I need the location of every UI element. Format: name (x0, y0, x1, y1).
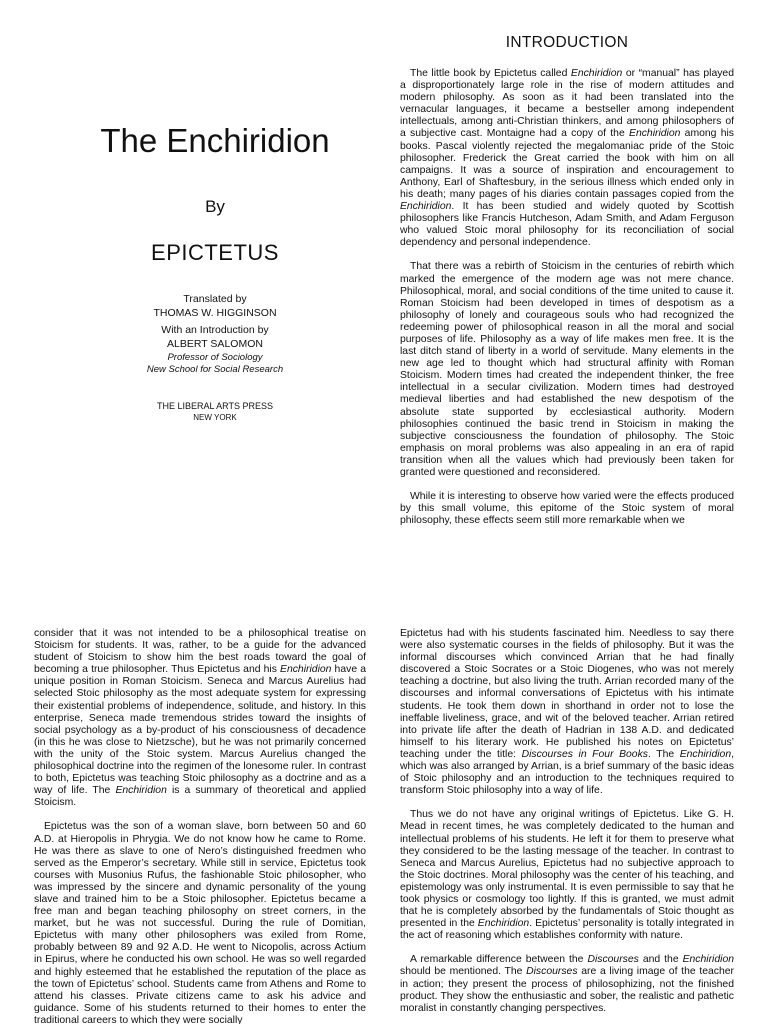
paragraph-4: Epictetus was the son of a woman slave, born between 50 and 60 A.D. at Hieropolis in Phrygia. We do not know how he came to Rome. He was there as slave to one of Nero’s distinguished freedmen who served as the Emperor’s secretary. While still in service, Epictetus took courses with Musonius Rufus, the fashionable Stoic philosopher, who was impressed by the sincere and dynamic personality of the young slave and trained him to be a Stoic philosopher. Epictetus became a free man and began teaching philosophy on street corners, in the market, but he was not successful. During the rule of Domitian, Epictetus with many other philosophers was exiled from Rome, probably between 89 and 92 A.D. He went to Nicopolis, across Actium in Epirus, where he conducted his own school. He was so well regarded and highly esteemed that he established the reputation of the place as the town of Epictetus’ school. Students came from Athens and Rome to attend his classes. Private citizens came to ask his advice and guidance. Some of his students returned to their homes to enter the traditional careers to which they were socially (34, 821, 366, 1024)
emphasis: Enchiridion (682, 954, 734, 966)
paragraph-7: A remarkable difference between the Discourses and the Enchiridion should be mentioned. The Discourses are a living image of the teacher in action; they present the process of philosophizing, not the finished product. They show the enthusiastic and sober, the realistic and pathetic moralist in constantly changing perspectives. (400, 954, 734, 1014)
emphasis: Enchiridion (679, 748, 732, 760)
publisher-city: NEW YORK (193, 413, 237, 422)
translator-name: THOMAS W. HIGGINSON (153, 307, 277, 319)
introduction-author-name: ALBERT SALOMON (167, 338, 263, 350)
emphasis: Enchiridion (570, 68, 623, 79)
emphasis: Enchiridion (400, 201, 452, 213)
title-page (40, 100, 390, 460)
emphasis: Enchiridion (629, 128, 681, 140)
introduction-page-2-right (400, 628, 734, 1024)
paragraph-3-continued: consider that it was not intended to be a philosophical treatise on Stoicism for students. It was, rather, to be a guide for the advanced student of Stoicism to show him the best roads toward the goal of becoming a true philosopher. Thus Epictetus and his Enchiridion have a unique position in Roman Stoicism. Seneca and Marcus Aurelius had selected Stoic philosophy as the most adequate system for expressing their existential problems of independence, solitude, and history. In this enterprise, Seneca made tremendous strides toward the insights of social psychology as a by-product of his consciousness of decadence (in this he was close to Nietzsche), but he was not primarily concerned with the unity of the Stoic system. Marcus Aurelius changed the philosophical doctrine into the regimen of the lonesome ruler. In contrast to both, Epictetus was teaching Stoic philosophy as a doctrine and as a way of life. The Enchiridion is a summary of theoretical and applied Stoicism. (34, 628, 366, 809)
emphasis: Discourses (587, 954, 639, 966)
paragraph-1: The little book by Epictetus called Enchiridion or “manual” has played a disproportionately large role in the rise of modern attitudes and modern philosophy. As soon as it had been translated into the vernacular languages, it became a bestseller among independent intellectuals, among anti-Christian thinkers, and among philosophers of a subjective cast. Montaigne had a copy of the Enchiridion among his books. Pascal violently rejected the megalomaniac pride of the Stoic philosopher. Frederick the Great carried the book with him on all campaigns. It was a source of inspiration and encouragement to Anthony, Earl of Shaftesbury, in the serious illness which ended only in his death; many pages of his diaries contain passages copied from the Enchiridion. It has been studied and widely quoted by Scottish philosophers like Francis Hutcheson, Adam Smith, and Adam Ferguson who valued Stoic moral philosophy for its reconciliation of social dependency and personal independence. (400, 68, 734, 249)
author-name: EPICTETUS (151, 240, 279, 265)
introduction-page-2-left (34, 628, 366, 1024)
by-line: By (205, 197, 225, 216)
paragraph-6: Thus we do not have any original writings of Epictetus. Like G. H. Mead in recent times, he was completely dedicated to the human and intellectual problems of his students. He left it for them to preserve what they considered to be the lasting message of the teacher. In contrast to Seneca and Marcus Aurelius, Epictetus had no subjective approach to the Stoic doctrines. Moral philosophy was the center of his teaching, and epistemology was only instrumental. It is even permissible to say that he took physics or cosmology too lightly. If this is granted, we must admit that he is completely absorbed by the fundamentals of Stoic thought as presented in the Enchiridion. Epictetus’ personality is totally integrated in the act of reasoning which establishes conformity with nature. (400, 809, 734, 942)
introduction-heading: INTRODUCTION (505, 34, 629, 51)
publisher-name: THE LIBERAL ARTS PRESS (156, 401, 274, 411)
paragraph-5: Epictetus had with his students fascinated him. Needless to say there were also systematic courses in the fields of philosophy. But it was the informal discourses which convinced Arrian that he had finally discovered a Stoic Socrates or a Stoic Diogenes, who was not merely teaching a doctrine, but also living the truth. Arrian recorded many of the discourses and informal conversations of Epictetus with his intimate students. He took them down in shorthand in order not to lose the ineffable liveliness, grace, and wit of the beloved teacher. Arrian retired into private life after the death of Hadrian in 138 A.D. and dedicated himself to his literary work. He published his notes on Epictetus’ teaching under the title: Discourses in Four Books. The Enchiridion, which was also arranged by Arrian, is a brief summary of the basic ideas of Stoic philosophy and an introduction to the techniques required to transform Stoic philosophy into a way of life. (400, 628, 734, 797)
introduction-author-role: Professor of Sociology (167, 352, 263, 363)
emphasis: Enchiridion (280, 664, 332, 676)
paragraph-2: That there was a rebirth of Stoicism in the centuries of rebirth which marked the emergence of the modern age was not mere chance. Philosophical, moral, and social conditions of the time united to cause it. Roman Stoicism had been developed in times of despotism as a philosophy of lonely and courageous souls who had recognized the redeeming power of philosophical reason in all the moral and social purposes of life. Philosophy as a way of life makes men free. It is the last ditch stand of liberty in a world of servitude. Many elements in the new age led to thought which had structural affinity with Roman Stoicism. Modern times had created the independent thinker, the free intellectual in a secular civilization. Modern times had destroyed medieval liberties and had established the new despotism of the absolute state supported by ecclesiastical authority. Modern philosophies continued the basic trend in Stoicism in making the subjective consciousness the foundation of philosophy. The Stoic emphasis on moral problems was also appealing in an era of rapid transition when all the values which had previously been taken for granted were questioned and reconsidered. (400, 261, 734, 478)
emphasis: Discourses (526, 966, 578, 978)
translated-by-label: Translated by (183, 293, 247, 305)
paragraph-3-start: While it is interesting to observe how varied were the effects produced by this small volume, this epitome of the Stoic system of moral philosophy, these effects seem still more remarkable when we (400, 491, 734, 527)
emphasis: Enchiridion (115, 785, 167, 797)
emphasis: Discourses in Four Books (521, 748, 648, 760)
book-title: The Enchiridion (100, 122, 330, 159)
emphasis: Enchiridion (477, 918, 530, 930)
introduction-page-1 (400, 30, 734, 534)
introduction-author-institution: New School for Social Research (146, 364, 284, 375)
introduction-by-label: With an Introduction by (161, 324, 269, 336)
